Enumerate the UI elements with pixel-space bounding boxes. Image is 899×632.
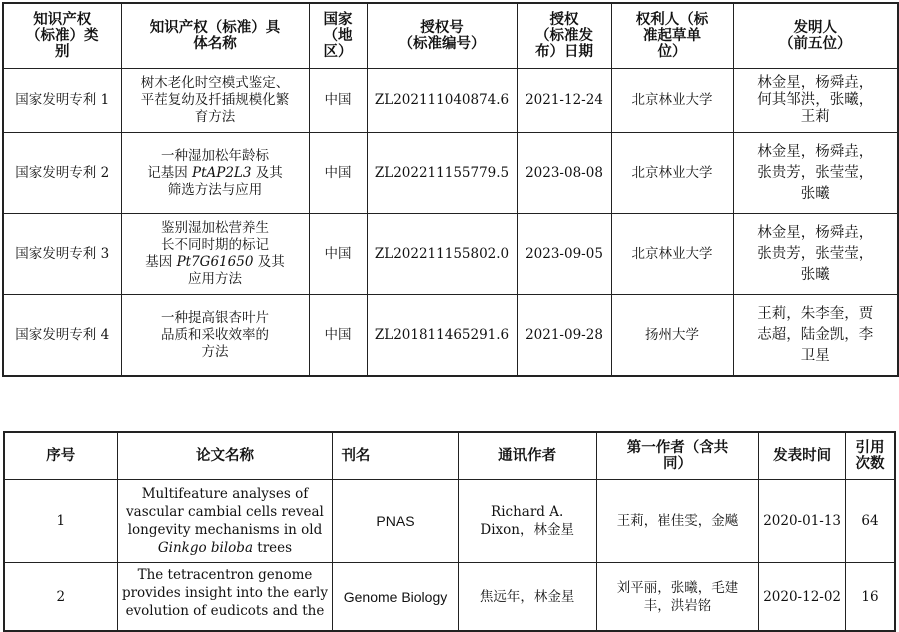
patent-number: ZL202111040874.6 [367, 69, 517, 133]
paper-citations: 64 [846, 480, 896, 563]
patent-holder: 扬州大学 [611, 295, 733, 377]
paper-corresponding: 焦远年，林金星 [458, 563, 596, 632]
patent-date: 2021-09-28 [517, 295, 611, 377]
paper-title: Multifeature analyses of vascular cambial cells reveal longevity mechanisms in old Ginkgo biloba trees [117, 480, 333, 563]
patent-country: 中国 [309, 69, 367, 133]
patent-row [3, 69, 898, 133]
paper-journal: Genome Biology [333, 563, 458, 632]
header-journal: 刊名 [333, 432, 458, 480]
patent-date: 2023-08-08 [517, 133, 611, 214]
patent-inventors: 林金星，杨舜垚， 何其邹洪，张曦， 王莉 [733, 69, 898, 133]
paper-first-author: 王莉，崔佳雯，金飚 [596, 480, 758, 563]
header-date: 授权 （标准发 布）日期 [517, 3, 611, 69]
patent-name: 树木老化时空模式鉴定、 平茬复幼及扦插规模化繁 育方法 [121, 69, 309, 133]
paper-header-row [4, 432, 895, 480]
patent-category: 国家发明专利 4 [3, 295, 121, 377]
header-pub-date: 发表时间 [759, 432, 846, 480]
patent-name: 一种提高银杏叶片 品质和采收效率的 方法 [121, 295, 309, 377]
patent-inventors: 王莉，朱李奎，贾 志超，陆金凯，李 卫星 [733, 295, 898, 377]
header-category: 知识产权 （标准）类 别 [3, 3, 121, 69]
patent-header-row [3, 3, 898, 69]
patent-number: ZL202211155779.5 [367, 133, 517, 214]
patent-category: 国家发明专利 1 [3, 69, 121, 133]
header-citations: 引用 次数 [846, 432, 896, 480]
paper-first-author: 刘平丽，张曦，毛建 丰，洪岩铭 [596, 563, 758, 632]
patent-country: 中国 [309, 214, 367, 295]
header-first-author: 第一作者（含共 同） [596, 432, 758, 480]
paper-index: 2 [4, 563, 117, 632]
header-holder: 权利人（标 准起草单 位） [611, 3, 733, 69]
header-corresponding: 通讯作者 [458, 432, 596, 480]
patent-date: 2021-12-24 [517, 69, 611, 133]
patent-row [3, 133, 898, 214]
header-index: 序号 [4, 432, 117, 480]
patent-inventors: 林金星，杨舜垚， 张贵芳，张莹莹， 张曦 [733, 214, 898, 295]
patent-table [2, 2, 899, 377]
patent-name: 一种湿加松年龄标 记基因 PtAP2L3 及其 筛选方法与应用 [121, 133, 309, 214]
paper-table [3, 431, 896, 632]
patent-row [3, 295, 898, 377]
paper-row [4, 563, 895, 632]
header-inventors: 发明人 （前五位） [733, 3, 898, 69]
patent-holder: 北京林业大学 [611, 214, 733, 295]
paper-corresponding: Richard A. Dixon，林金星 [458, 480, 596, 563]
header-number: 授权号 （标准编号） [367, 3, 517, 69]
patent-row [3, 214, 898, 295]
patent-country: 中国 [309, 133, 367, 214]
paper-date: 2020-01-13 [759, 480, 846, 563]
paper-journal: PNAS [333, 480, 458, 563]
paper-row [4, 480, 895, 563]
header-title: 论文名称 [117, 432, 333, 480]
patent-number: ZL201811465291.6 [367, 295, 517, 377]
patent-holder: 北京林业大学 [611, 69, 733, 133]
header-name: 知识产权（标准）具 体名称 [121, 3, 309, 69]
patent-number: ZL202211155802.0 [367, 214, 517, 295]
paper-date: 2020-12-02 [759, 563, 846, 632]
patent-date: 2023-09-05 [517, 214, 611, 295]
patent-name: 鉴别湿加松营养生 长不同时期的标记 基因 Pt7G61650 及其 应用方法 [121, 214, 309, 295]
header-country: 国家 （地 区） [309, 3, 367, 69]
patent-holder: 北京林业大学 [611, 133, 733, 214]
paper-index: 1 [4, 480, 117, 563]
patent-country: 中国 [309, 295, 367, 377]
paper-title: The tetracentron genome provides insight into the early evolution of eudicots and the [117, 563, 333, 632]
patent-inventors: 林金星，杨舜垚， 张贵芳，张莹莹， 张曦 [733, 133, 898, 214]
patent-category: 国家发明专利 2 [3, 133, 121, 214]
patent-category: 国家发明专利 3 [3, 214, 121, 295]
paper-citations: 16 [846, 563, 896, 632]
